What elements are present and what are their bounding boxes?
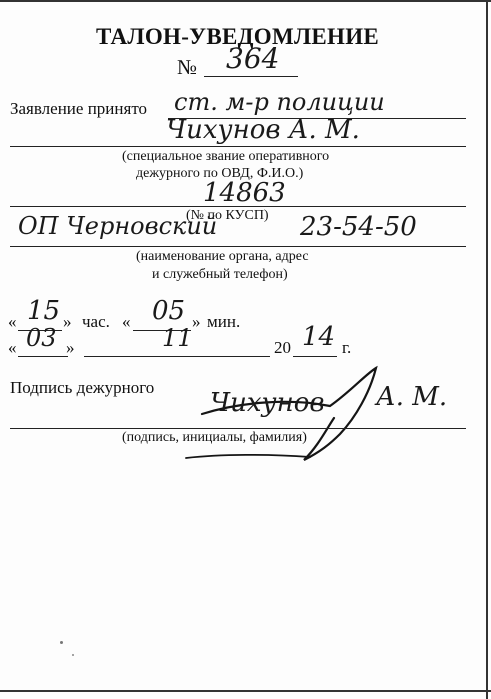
signature-handwriting: Чихунов [210, 388, 325, 418]
rank-caption-1: (специальное звание оперативного [122, 149, 330, 164]
year-underline [293, 356, 337, 357]
hour-value: 15 [27, 296, 61, 326]
scan-speck [60, 641, 63, 644]
signature-underline-stroke [186, 455, 310, 458]
scan-speck [72, 654, 74, 656]
organ-caption-2: и служебный телефон) [152, 267, 288, 282]
organ-handwriting: ОП Черновский [18, 212, 218, 240]
hour-label: час. [82, 312, 110, 331]
accepted-name-handwriting: Чихунов А. М. [166, 115, 360, 145]
number-underline [204, 76, 298, 77]
kusp-caption: (№ по КУСП) [186, 208, 269, 223]
signature-caption: (подпись, инициалы, фамилия) [122, 430, 307, 445]
form-title: ТАЛОН-УВЕДОМЛЕНИЕ [96, 24, 380, 49]
month-underline [84, 356, 270, 357]
year-value: 14 [302, 322, 336, 352]
day-quote-close: » [66, 338, 75, 357]
bottom-edge [0, 690, 491, 692]
minute-quote-open: « [122, 312, 131, 331]
rank-caption-2: дежурного по ОВД, Ф.И.О.) [136, 166, 304, 181]
accepted-underline-2 [10, 146, 466, 147]
phone-handwriting: 23-54-50 [300, 212, 417, 242]
kusp-number-handwriting: 14863 [203, 178, 286, 208]
number-label: № [177, 55, 198, 79]
day-quote-open: « [8, 338, 17, 357]
year-suffix: г. [342, 338, 352, 357]
year-prefix: 20 [274, 338, 291, 357]
organ-caption-1: (наименование органа, адрес [136, 249, 309, 264]
signature-initials-handwriting: А. М. [376, 382, 448, 412]
hour-quote-close: » [63, 312, 72, 331]
organ-underline [10, 246, 466, 247]
day-value: 03 [26, 324, 57, 352]
month-value: 11 [162, 324, 193, 352]
accepted-label: Заявление принято [10, 99, 148, 118]
signature-underline [10, 428, 466, 429]
kusp-underline [10, 206, 466, 207]
minute-label: мин. [207, 312, 241, 331]
top-edge [0, 0, 491, 2]
accepted-rank-handwriting: ст. м-р полиции [174, 88, 385, 116]
right-edge [486, 0, 488, 699]
minute-quote-close: » [192, 312, 201, 331]
minute-value: 05 [152, 296, 186, 326]
signature-label: Подпись дежурного [10, 378, 155, 397]
hour-quote-open: « [8, 312, 17, 331]
day-underline [18, 356, 68, 357]
number-value: 364 [226, 42, 280, 75]
